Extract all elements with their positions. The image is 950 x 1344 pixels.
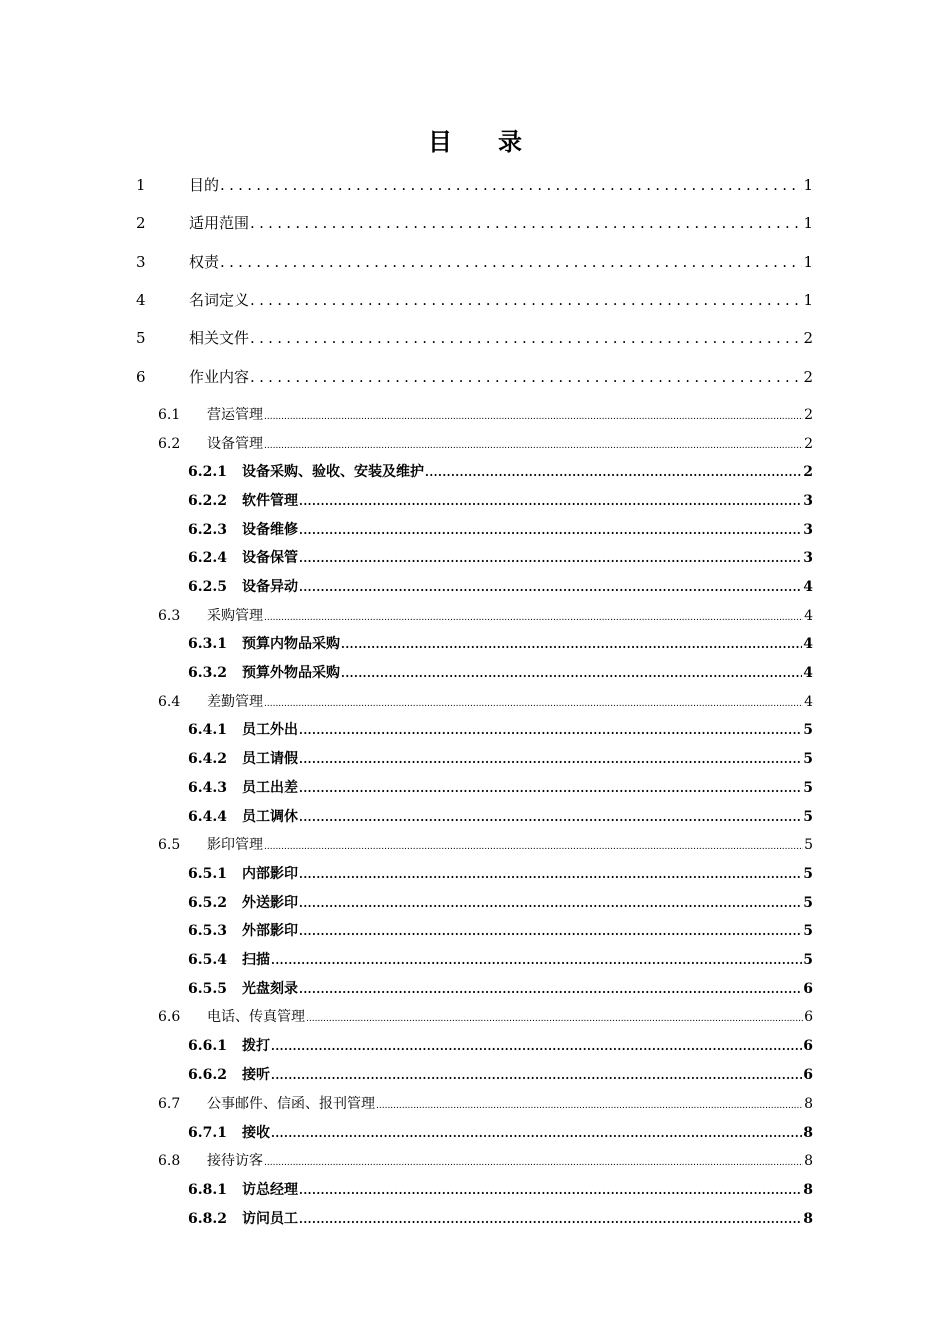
toc-entry-number: 2 xyxy=(136,214,146,232)
toc-entry-page: 5 xyxy=(803,952,813,968)
toc-entry-page: 5 xyxy=(803,895,813,911)
toc-entry-page: 2 xyxy=(804,407,813,423)
toc-entry-page: 6 xyxy=(803,1038,813,1054)
toc-entry-number: 5 xyxy=(136,329,146,347)
toc-entry-number: 6.4.3 xyxy=(188,780,227,796)
toc-entry-title: 设备异动 xyxy=(242,579,298,595)
toc-entry-number: 6.4.1 xyxy=(188,722,227,738)
toc-entry[interactable] xyxy=(158,404,813,424)
toc-entry-page: 5 xyxy=(803,780,813,796)
toc-entry-number: 6.5.3 xyxy=(188,923,227,939)
toc-entry-title: 软件管理 xyxy=(242,493,298,509)
toc-entry-title: 目的 xyxy=(189,176,220,194)
toc-entry-number: 6.8 xyxy=(158,1153,181,1169)
toc-entry-title: 设备管理 xyxy=(207,436,263,452)
toc-entry-page: 2 xyxy=(803,329,813,347)
toc-entry-number: 6.5.2 xyxy=(188,895,227,911)
toc-dot-leader xyxy=(271,1040,802,1053)
toc-entry-number: 6.2.5 xyxy=(188,579,227,595)
toc-entry[interactable] xyxy=(188,978,813,998)
toc-dot-leader xyxy=(425,466,802,479)
toc-entry-number: 6.5.5 xyxy=(188,981,227,997)
toc-entry-page: 5 xyxy=(803,809,813,825)
toc-dot-leader xyxy=(299,753,802,766)
toc-entry-page: 5 xyxy=(803,751,813,767)
toc-entry-title: 接收 xyxy=(242,1125,270,1141)
toc-entry-page: 1 xyxy=(803,214,813,232)
toc-entry-title: 影印管理 xyxy=(207,837,263,853)
toc-entry-title: 接待访客 xyxy=(207,1153,263,1169)
toc-entry[interactable] xyxy=(158,691,813,711)
toc-dot-leader xyxy=(376,1101,803,1111)
toc-entry-number: 6.3.1 xyxy=(188,636,227,652)
toc-entry-page: 4 xyxy=(803,579,813,595)
toc-entry-page: 2 xyxy=(804,436,813,452)
toc-entry[interactable] xyxy=(188,633,813,653)
toc-entry-number: 6.4 xyxy=(158,694,181,710)
toc-entry-number: 6.3 xyxy=(158,608,181,624)
toc-entry[interactable] xyxy=(188,1208,813,1228)
toc-dot-leader xyxy=(264,842,803,852)
toc-entry-number: 6.5.1 xyxy=(188,866,227,882)
toc-entry[interactable] xyxy=(188,576,813,596)
toc-dot-leader xyxy=(299,524,802,537)
toc-entry-number: 6.5 xyxy=(158,837,181,853)
toc-entry-number: 6.2.4 xyxy=(188,550,227,566)
toc-entry-number: 6.4.2 xyxy=(188,751,227,767)
toc-entry-page: 1 xyxy=(803,253,813,271)
toc-entry-page: 5 xyxy=(803,722,813,738)
toc-entry-number: 6.2.1 xyxy=(188,464,227,480)
toc-entry[interactable] xyxy=(158,834,813,854)
toc-title-char-2: 录 xyxy=(498,127,522,156)
toc-entry[interactable] xyxy=(188,806,813,826)
toc-entry[interactable] xyxy=(188,490,813,510)
toc-entry-number: 6.2 xyxy=(158,436,181,452)
toc-entry-title: 访问员工 xyxy=(242,1211,298,1227)
toc-entry-page: 4 xyxy=(803,665,813,681)
toc-dot-leader xyxy=(264,412,803,422)
toc-entry-number: 6.4.4 xyxy=(188,809,227,825)
toc-entry-title: 预算外物品采购 xyxy=(242,665,340,681)
toc-entry[interactable] xyxy=(188,1122,813,1142)
toc-entry-page: 3 xyxy=(803,550,813,566)
toc-entry[interactable] xyxy=(188,863,813,883)
toc-dot-leader xyxy=(264,1158,803,1168)
toc-entry-number: 6.5.4 xyxy=(188,952,227,968)
toc-entry-number: 6.2.2 xyxy=(188,493,227,509)
toc-entry-number: 6.1 xyxy=(158,407,181,423)
toc-entry-page: 6 xyxy=(804,1009,813,1025)
toc-entry[interactable] xyxy=(136,327,813,348)
toc-entry-page: 6 xyxy=(803,981,813,997)
toc-entry-number: 6.7.1 xyxy=(188,1125,227,1141)
toc-entry-title: 预算内物品采购 xyxy=(242,636,340,652)
toc-entry-page: 6 xyxy=(803,1067,813,1083)
toc-entry-title: 光盘刻录 xyxy=(242,981,298,997)
toc-entry-number: 1 xyxy=(136,176,146,194)
toc-entry[interactable] xyxy=(188,748,813,768)
toc-entry[interactable] xyxy=(188,1064,813,1084)
toc-entry-page: 4 xyxy=(804,608,813,624)
toc-entry-number: 6.8.1 xyxy=(188,1182,227,1198)
toc-entry-title: 适用范围 xyxy=(189,214,250,232)
toc-dot-leader xyxy=(250,214,802,232)
toc-entry-title: 权责 xyxy=(189,253,220,271)
toc-entry-title: 营运管理 xyxy=(207,407,263,423)
toc-dot-leader xyxy=(299,811,802,824)
toc-entry-title: 电话、传真管理 xyxy=(207,1009,305,1025)
toc-entry-title: 接听 xyxy=(242,1067,270,1083)
toc-entry[interactable] xyxy=(188,719,813,739)
toc-entry-title: 员工出差 xyxy=(242,780,298,796)
toc-entry[interactable] xyxy=(188,920,813,940)
toc-dot-leader xyxy=(250,291,802,309)
toc-entry[interactable] xyxy=(136,174,813,195)
toc-dot-leader xyxy=(220,176,802,194)
toc-entry[interactable] xyxy=(188,1035,813,1055)
toc-entry-page: 5 xyxy=(803,923,813,939)
toc-entry-number: 6.7 xyxy=(158,1096,181,1112)
toc-entry-title: 差勤管理 xyxy=(207,694,263,710)
toc-entry-page: 8 xyxy=(803,1125,813,1141)
toc-entry-page: 1 xyxy=(803,291,813,309)
toc-entry-page: 5 xyxy=(803,866,813,882)
toc-entry-page: 4 xyxy=(803,636,813,652)
toc-entry-number: 6.6.2 xyxy=(188,1067,227,1083)
toc-dot-leader xyxy=(299,897,802,910)
toc-entry-title: 员工请假 xyxy=(242,751,298,767)
toc-dot-leader xyxy=(271,1127,802,1140)
toc-dot-leader xyxy=(271,954,802,967)
toc-entry-page: 5 xyxy=(804,837,813,853)
toc-entry[interactable] xyxy=(158,1006,813,1026)
toc-entry-title: 拨打 xyxy=(242,1038,270,1054)
toc-entry-number: 6.2.3 xyxy=(188,522,227,538)
toc-entry-page: 8 xyxy=(803,1211,813,1227)
toc-entry[interactable] xyxy=(188,892,813,912)
toc-entry[interactable] xyxy=(136,251,813,272)
toc-entry-title: 外送影印 xyxy=(242,895,298,911)
toc-title-char-1: 目 xyxy=(428,127,452,156)
toc-dot-leader xyxy=(306,1014,803,1024)
toc-dot-leader xyxy=(264,613,803,623)
toc-entry-number: 4 xyxy=(136,291,146,309)
toc-entry-number: 6.3.2 xyxy=(188,665,227,681)
toc-entry[interactable] xyxy=(136,212,813,233)
toc-entry-page: 2 xyxy=(803,464,813,480)
toc-entry[interactable] xyxy=(136,289,813,310)
toc-entry-number: 6.6 xyxy=(158,1009,181,1025)
toc-dot-leader xyxy=(250,329,802,347)
toc-entry-title: 名词定义 xyxy=(189,291,250,309)
toc-dot-leader xyxy=(299,983,802,996)
toc-entry-page: 3 xyxy=(803,493,813,509)
toc-entry-title: 设备采购、验收、安装及维护 xyxy=(242,464,424,480)
toc-entry[interactable] xyxy=(188,777,813,797)
toc-entry[interactable] xyxy=(158,433,813,453)
toc-entry[interactable] xyxy=(158,605,813,625)
toc-entry[interactable] xyxy=(188,461,813,481)
toc-entry-number: 3 xyxy=(136,253,146,271)
toc-entry[interactable] xyxy=(158,1150,813,1170)
toc-dot-leader xyxy=(299,581,802,594)
toc-entry-title: 设备保管 xyxy=(242,550,298,566)
toc-entry-number: 6.6.1 xyxy=(188,1038,227,1054)
toc-entry-number: 6.8.2 xyxy=(188,1211,227,1227)
toc-entry[interactable] xyxy=(188,547,813,567)
toc-entry-page: 1 xyxy=(803,176,813,194)
toc-entry-title: 采购管理 xyxy=(207,608,263,624)
toc-entry-page: 3 xyxy=(803,522,813,538)
toc-entry-number: 6 xyxy=(136,368,146,386)
toc-entry-title: 公事邮件、信函、报刊管理 xyxy=(207,1096,375,1112)
toc-dot-leader xyxy=(299,724,802,737)
toc-dot-leader xyxy=(299,1213,802,1226)
toc-dot-leader xyxy=(341,638,802,651)
toc-entry-page: 8 xyxy=(804,1096,813,1112)
toc-dot-leader xyxy=(271,1069,802,1082)
toc-dot-leader xyxy=(264,699,803,709)
toc-dot-leader xyxy=(299,495,802,508)
toc-dot-leader xyxy=(299,552,802,565)
toc-dot-leader xyxy=(250,368,802,386)
toc-entry-page: 8 xyxy=(804,1153,813,1169)
toc-entry-title: 外部影印 xyxy=(242,923,298,939)
toc-entry-title: 作业内容 xyxy=(189,368,250,386)
toc-dot-leader xyxy=(341,667,802,680)
toc-dot-leader xyxy=(299,868,802,881)
toc-title xyxy=(0,122,950,157)
toc-dot-leader xyxy=(299,925,802,938)
toc-entry[interactable] xyxy=(188,662,813,682)
toc-dot-leader xyxy=(264,441,803,451)
toc-entry-title: 员工调休 xyxy=(242,809,298,825)
toc-dot-leader xyxy=(299,782,802,795)
toc-entry[interactable] xyxy=(136,366,813,387)
toc-entry-title: 扫描 xyxy=(242,952,270,968)
toc-entry-page: 2 xyxy=(803,368,813,386)
toc-entry-title: 员工外出 xyxy=(242,722,298,738)
toc-entry[interactable] xyxy=(188,519,813,539)
toc-dot-leader xyxy=(220,253,802,271)
toc-entry-title: 访总经理 xyxy=(242,1182,298,1198)
toc-dot-leader xyxy=(299,1184,802,1197)
toc-entry-title: 设备维修 xyxy=(242,522,298,538)
toc-entry-title: 相关文件 xyxy=(189,329,250,347)
toc-entry-page: 4 xyxy=(804,694,813,710)
toc-entry-title: 内部影印 xyxy=(242,866,298,882)
toc-entry-page: 8 xyxy=(803,1182,813,1198)
toc-entry[interactable] xyxy=(188,1179,813,1199)
toc-entry[interactable] xyxy=(188,949,813,969)
toc-entry[interactable] xyxy=(158,1093,813,1113)
